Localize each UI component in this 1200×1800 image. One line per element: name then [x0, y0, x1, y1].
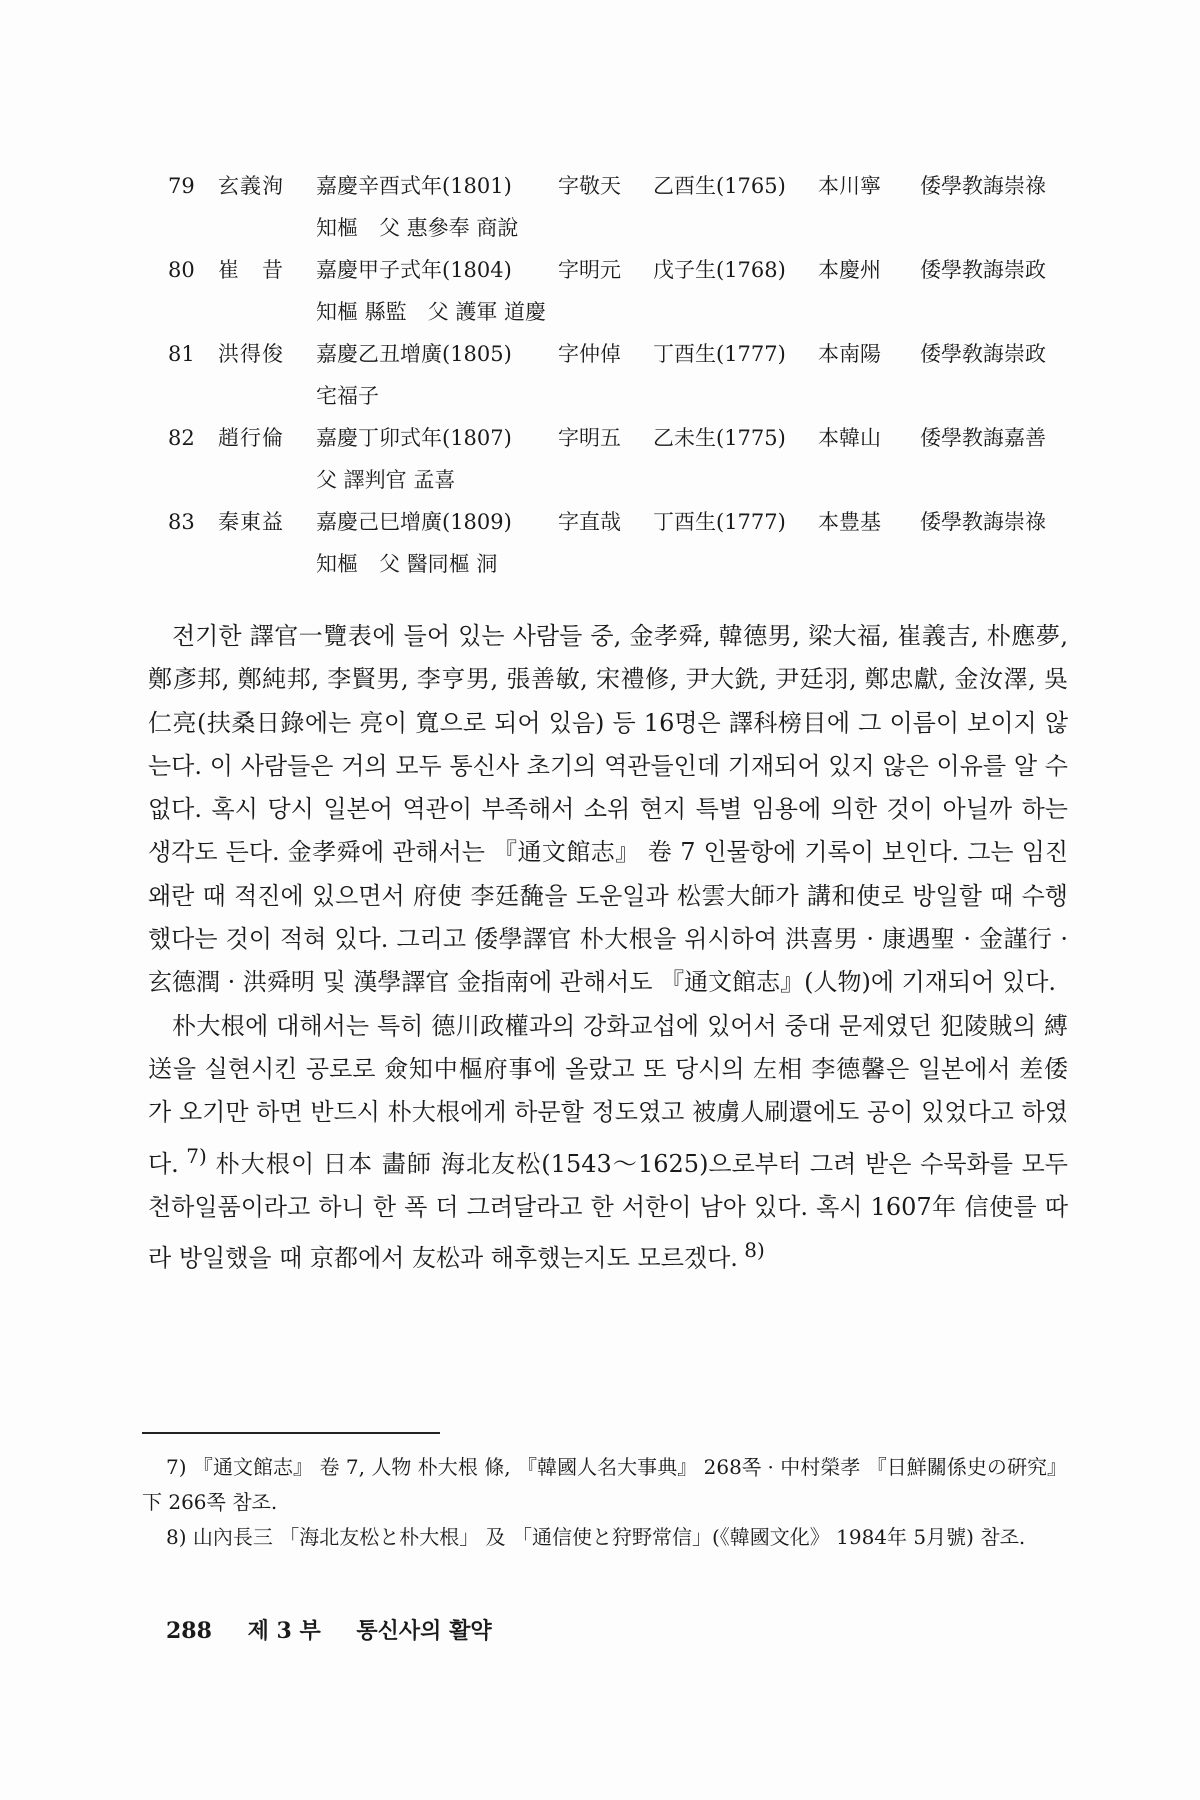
roster-entry: [168, 165, 1068, 249]
roster-entry: [168, 501, 1068, 585]
entry-number: 79: [168, 174, 195, 198]
entry-family: 知樞 父 醫同樞 洞: [316, 552, 498, 576]
footnote-ref: 8): [737, 1238, 765, 1263]
entry-name: 崔 昔: [218, 258, 284, 282]
entry-clan: 本韓山: [818, 426, 881, 450]
entry-clan: 本川寧: [818, 174, 881, 198]
paragraph-text: 朴大根에 대해서는 특히 德川政權과의 강화교섭에 있어서 중대 문제였던 犯陵賊의 縛送을 실현시킨 공로로 僉知中樞府事에 올랐고 또 당시의 左相 李德馨은 일본에서 差倭가 오기만 하면 반드시 朴大根에게 하문할 정도였고 被虜人刷還에도 공이 있었다고 하였다.: [148, 1011, 1068, 1178]
entry-birth: 戊子生(1768): [653, 258, 786, 282]
entry-exam: 嘉慶己巳增廣(1809): [316, 510, 512, 534]
page-number: 288: [166, 1618, 212, 1644]
footnote-divider: [142, 1432, 440, 1434]
entry-courtesy-name: 字明五: [558, 426, 621, 450]
entry-post: 倭學教誨嘉善: [920, 426, 1046, 450]
part-title: 통신사의 활약: [356, 1618, 492, 1644]
entry-post: 倭學教誨崇政: [920, 258, 1046, 282]
entry-courtesy-name: 字仲倬: [558, 342, 621, 366]
footnote-7: 7) 『通文館志』 卷 7, 人物 朴大根 條, 『韓國人名大事典』 268쪽 · 中村榮孝 『日鮮關係史の硏究』 下 266쪽 참조.: [142, 1455, 1067, 1514]
roster-entry: [168, 333, 1068, 417]
roster-entry: [168, 249, 1068, 333]
entry-exam: 嘉慶辛酉式年(1801): [316, 174, 512, 198]
footnote-ref: 7): [178, 1143, 207, 1168]
entry-post: 倭學教誨崇祿: [920, 510, 1046, 534]
entry-number: 82: [168, 426, 195, 450]
entry-name: 趙行倫: [218, 426, 284, 450]
entry-birth: 丁酉生(1777): [653, 510, 786, 534]
entry-courtesy-name: 字明元: [558, 258, 621, 282]
entry-courtesy-name: 字敬天: [558, 174, 621, 198]
entry-post: 倭學教誨崇祿: [920, 174, 1046, 198]
entry-name: 秦東益: [218, 510, 284, 534]
interpreter-roster: [168, 165, 1068, 585]
entry-family: 宅福子: [316, 384, 379, 408]
entry-birth: 丁酉生(1777): [653, 342, 786, 366]
paragraph-text: 朴大根이 日本 畵師 海北友松(1543～1625)으로부터 그려 받은 수묵화를 모두 천하일품이라고 하니 한 폭 더 그려달라고 한 서한이 남아 있다. 혹시 1607年 信使를 따라 방일했을 때 京都에서 友松과 해후했는지도 모르겠다.: [148, 1149, 1068, 1273]
entry-clan: 本豊基: [818, 510, 881, 534]
roster-entry: [168, 417, 1068, 501]
entry-courtesy-name: 字直哉: [558, 510, 621, 534]
entry-name: 玄義洵: [218, 174, 284, 198]
entry-number: 81: [168, 342, 195, 366]
entry-exam: 嘉慶丁卯式年(1807): [316, 426, 512, 450]
entry-family: 知樞 父 惠參奉 商說: [316, 216, 519, 240]
entry-exam: 嘉慶乙丑增廣(1805): [316, 342, 512, 366]
part-label: 제 3 부: [247, 1618, 321, 1644]
entry-family: 知樞 縣監 父 護軍 道慶: [316, 300, 547, 324]
paragraph: [148, 1005, 1068, 1281]
entry-birth: 乙未生(1775): [653, 426, 786, 450]
footnote-8: 8) 山內長三 「海北友松と朴大根」 及 「通信使と狩野常信」(《韓國文化》 1984年 5月號) 참조.: [166, 1525, 1026, 1549]
entry-family: 父 譯判官 孟喜: [316, 468, 456, 492]
entry-name: 洪得俊: [218, 342, 284, 366]
entry-exam: 嘉慶甲子式年(1804): [316, 258, 512, 282]
entry-clan: 本南陽: [818, 342, 881, 366]
footnotes: [142, 1450, 1067, 1555]
paragraph: 전기한 譯官一覽表에 들어 있는 사람들 중, 金孝舜, 韓德男, 梁大福, 崔義吉, 朴應夢, 鄭彥邦, 鄭純邦, 李賢男, 李亨男, 張善敏, 宋禮修, 尹大銑, 尹廷羽, 鄭忠獻, 金汝澤, 吳仁亮(扶桑日錄에는 亮이 寬으로 되어 있음) 등 16명은 譯科榜目에 그 이름이 보이지 않는다. 이 사람들은 거의 모두 통신사 초기의 역관들인데 기재되어 있지 않은 이유를 알 수 없다. 혹시 당시 일본어 역관이 부족해서 소위 현지 특별 임용에 의한 것이 아닐까 하는 생각도 든다. 金孝舜에 관해서는 『通文館志』 卷 7 인물항에 기록이 보인다. 그는 임진왜란 때 적진에 있으면서 府使 李廷馣을 도운일과 松雲大師가 講和使로 방일할 때 수행했다는 것이 적혀 있다. 그리고 倭學譯官 朴大根을 위시하여 洪喜男 · 康遇聖 · 金謹行 · 玄德潤 · 洪舜明 및 漢學譯官 金指南에 관해서도 『通文館志』(人物)에 기재되어 있다.: [148, 622, 1068, 997]
page-footer: [166, 1614, 520, 1645]
entry-clan: 本慶州: [818, 258, 881, 282]
body-text: [148, 615, 1068, 1280]
entry-birth: 乙酉生(1765): [653, 174, 786, 198]
entry-number: 83: [168, 510, 195, 534]
entry-post: 倭學敎誨崇政: [920, 342, 1046, 366]
entry-number: 80: [168, 258, 195, 282]
